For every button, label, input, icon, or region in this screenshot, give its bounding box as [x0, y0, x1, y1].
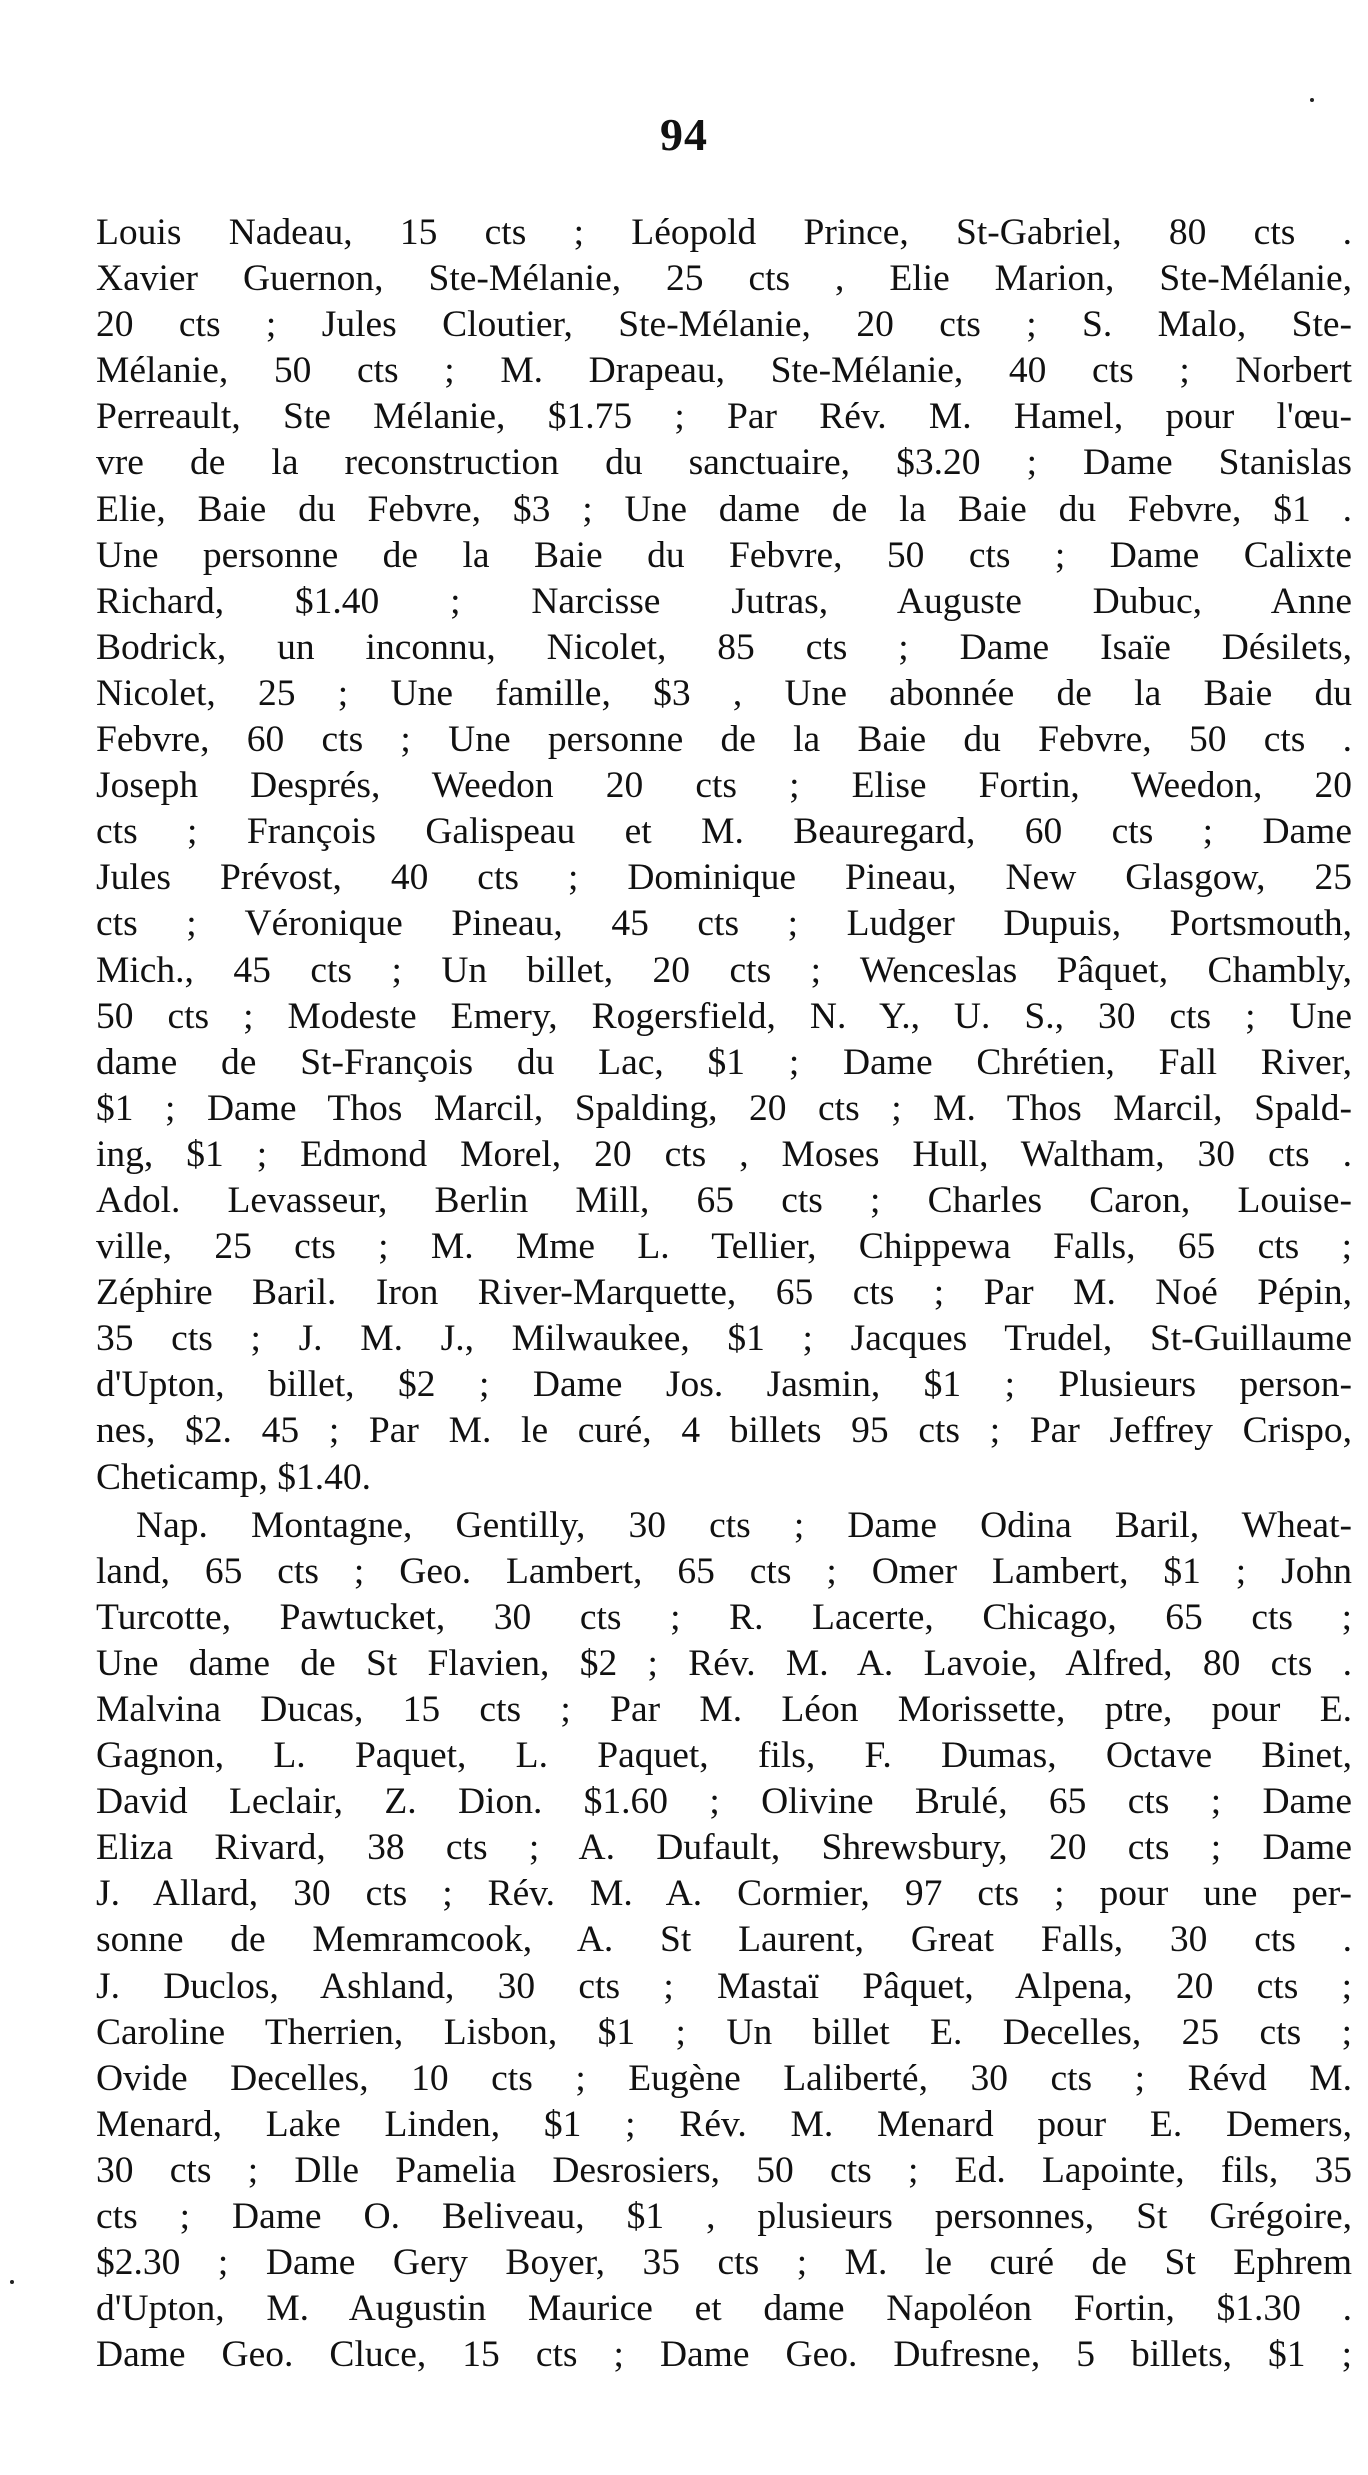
text-line: Joseph Després, Weedon 20 cts ; Elise Fortin, Weedon, 20 [96, 765, 1352, 807]
text-line: d'Upton, billet, $2 ; Dame Jos. Jasmin, $1 ; Plusieurs person- [96, 1364, 1352, 1406]
text-line: Mélanie, 50 cts ; M. Drapeau, Ste-Mélanie, 40 cts ; Norbert [96, 350, 1352, 392]
text-line: Dame Geo. Cluce, 15 cts ; Dame Geo. Dufresne, 5 billets, $1 ; [96, 2334, 1352, 2376]
text-line: sonne de Memramcook, A. St Laurent, Great Falls, 30 cts . [96, 1919, 1352, 1961]
text-line: $1 ; Dame Thos Marcil, Spalding, 20 cts ; M. Thos Marcil, Spald- [96, 1087, 1352, 1129]
text-line: Une dame de St Flavien, $2 ; Rév. M. A. Lavoie, Alfred, 80 cts . [96, 1642, 1352, 1684]
text-line: ville, 25 cts ; M. Mme L. Tellier, Chippewa Falls, 65 cts ; [96, 1226, 1352, 1268]
print-speck [1310, 98, 1314, 102]
text-line: Richard, $1.40 ; Narcisse Jutras, Auguste Dubuc, Anne [96, 580, 1352, 622]
paragraph-1 [96, 210, 1352, 1501]
paragraph-2 [96, 1503, 1352, 2379]
text-line: Elie, Baie du Febvre, $3 ; Une dame de la Baie du Febvre, $1 . [96, 488, 1352, 530]
text-line: 35 cts ; J. M. J., Milwaukee, $1 ; Jacques Trudel, St-Guillaume [96, 1318, 1352, 1360]
text-line: J. Duclos, Ashland, 30 cts ; Mastaï Pâquet, Alpena, 20 cts ; [96, 1965, 1352, 2007]
text-line: Une personne de la Baie du Febvre, 50 cts ; Dame Calixte [96, 534, 1352, 576]
page-number: 94 [660, 109, 708, 160]
text-line: Malvina Ducas, 15 cts ; Par M. Léon Morissette, ptre, pour E. [96, 1689, 1352, 1730]
text-line: Turcotte, Pawtucket, 30 cts ; R. Lacerte, Chicago, 65 cts ; [96, 1596, 1352, 1638]
text-line: dame de St-François du Lac, $1 ; Dame Chrétien, Fall River, [96, 1041, 1352, 1083]
text-line: Ovide Decelles, 10 cts ; Eugène Laliberté, 30 cts ; Révd M. [96, 2057, 1352, 2099]
text-line: Adol. Levasseur, Berlin Mill, 65 cts ; Charles Caron, Louise- [96, 1179, 1352, 1221]
text-line: Caroline Therrien, Lisbon, $1 ; Un billet E. Decelles, 25 cts ; [96, 2011, 1352, 2053]
text-line: Nap. Montagne, Gentilly, 30 cts ; Dame Odina Baril, Wheat- [136, 1504, 1352, 1546]
text-line: Bodrick, un inconnu, Nicolet, 85 cts ; Dame Isaïe Désilets, [96, 626, 1352, 668]
text-line: J. Allard, 30 cts ; Rév. M. A. Cormier, 97 cts ; pour une per- [96, 1873, 1352, 1915]
text-line: cts ; Dame O. Beliveau, $1 , plusieurs personnes, St Grégoire, [96, 2196, 1352, 2238]
text-line: Menard, Lake Linden, $1 ; Rév. M. Menard pour E. Demers, [96, 2103, 1352, 2145]
text-line: Louis Nadeau, 15 cts ; Léopold Prince, St-Gabriel, 80 cts . [96, 212, 1352, 253]
text-line: Febvre, 60 cts ; Une personne de la Baie du Febvre, 50 cts . [96, 719, 1352, 761]
text-line: ing, $1 ; Edmond Morel, 20 cts , Moses Hull, Waltham, 30 cts . [96, 1133, 1352, 1175]
text-line: David Leclair, Z. Dion. $1.60 ; Olivine Brulé, 65 cts ; Dame [96, 1781, 1352, 1823]
text-line: Gagnon, L. Paquet, L. Paquet, fils, F. Dumas, Octave Binet, [96, 1735, 1352, 1777]
text-line: Mich., 45 cts ; Un billet, 20 cts ; Wenceslas Pâquet, Chambly, [96, 949, 1352, 991]
text-line: 50 cts ; Modeste Emery, Rogersfield, N. Y., U. S., 30 cts ; Une [96, 995, 1352, 1037]
text-line: Cheticamp, $1.40. [96, 1456, 371, 1498]
text-line: land, 65 cts ; Geo. Lambert, 65 cts ; Omer Lambert, $1 ; John [96, 1550, 1352, 1592]
text-line: nes, $2. 45 ; Par M. le curé, 4 billets 95 cts ; Par Jeffrey Crispo, [96, 1410, 1352, 1452]
text-line: Zéphire Baril. Iron River-Marquette, 65 cts ; Par M. Noé Pépin, [96, 1272, 1352, 1314]
text-line: Perreault, Ste Mélanie, $1.75 ; Par Rév. M. Hamel, pour l'œu- [96, 396, 1352, 438]
text-line: Nicolet, 25 ; Une famille, $3 , Une abonnée de la Baie du [96, 672, 1352, 714]
text-line: 20 cts ; Jules Cloutier, Ste-Mélanie, 20 cts ; S. Malo, Ste- [96, 304, 1352, 346]
text-line: cts ; François Galispeau et M. Beauregard, 60 cts ; Dame [96, 811, 1352, 853]
text-line: d'Upton, M. Augustin Maurice et dame Napoléon Fortin, $1.30 . [96, 2288, 1352, 2330]
text-column [96, 210, 1352, 2378]
text-line: $2.30 ; Dame Gery Boyer, 35 cts ; M. le curé de St Ephrem [96, 2242, 1352, 2284]
text-line: Jules Prévost, 40 cts ; Dominique Pineau, New Glasgow, 25 [96, 857, 1352, 899]
text-line: 30 cts ; Dlle Pamelia Desrosiers, 50 cts ; Ed. Lapointe, fils, 35 [96, 2149, 1352, 2191]
text-line: Eliza Rivard, 38 cts ; A. Dufault, Shrewsbury, 20 cts ; Dame [96, 1827, 1352, 1869]
text-line: Xavier Guernon, Ste-Mélanie, 25 cts , Elie Marion, Ste-Mélanie, [96, 258, 1352, 300]
text-line: cts ; Véronique Pineau, 45 cts ; Ludger Dupuis, Portsmouth, [96, 903, 1352, 945]
text-line: vre de la reconstruction du sanctuaire, $3.20 ; Dame Stanislas [96, 442, 1352, 484]
print-speck [10, 2280, 14, 2284]
